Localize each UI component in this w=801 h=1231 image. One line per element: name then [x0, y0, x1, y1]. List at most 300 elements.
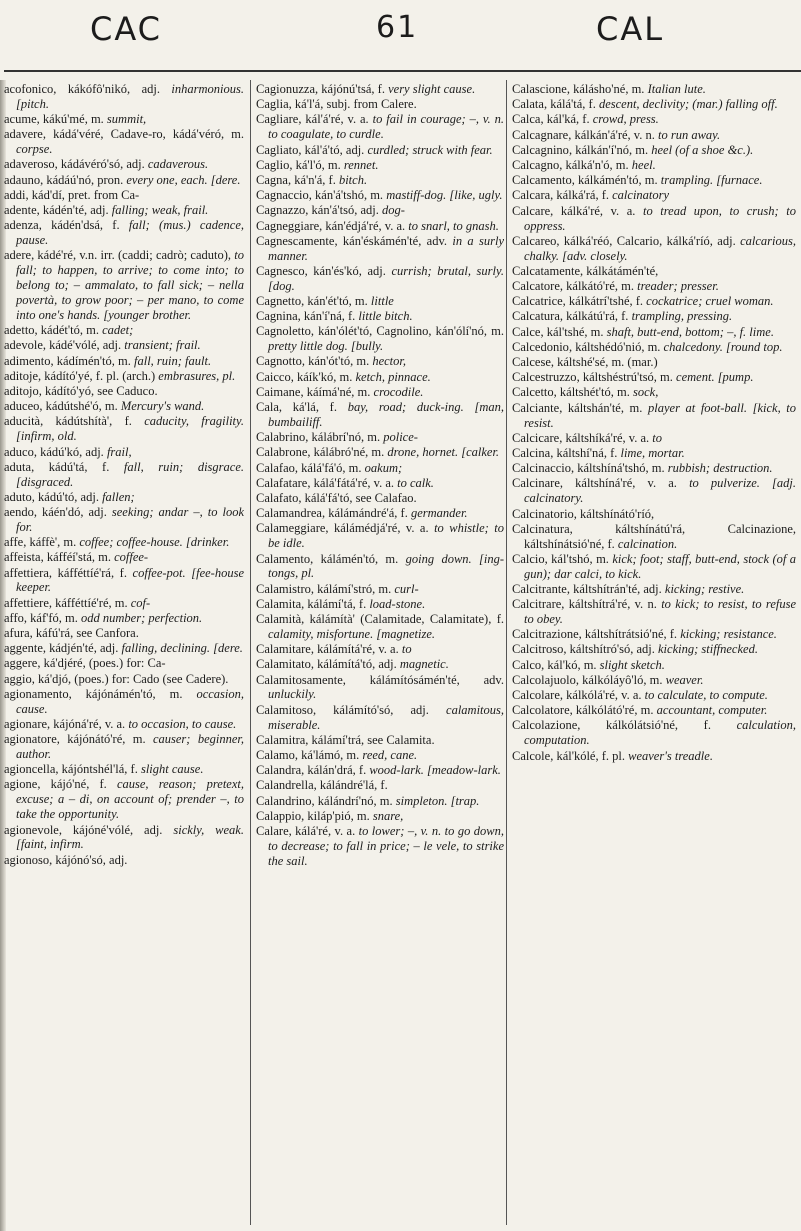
entry-headword: Cagnoletto [256, 324, 311, 339]
entry-pronunciation: , kájóné'vólé, adj. [58, 822, 174, 837]
dictionary-entry [256, 461, 504, 476]
entry-pronunciation: , kádén'dsá, f. [38, 218, 129, 233]
entry-definition: shaft, butt-end, bottom; –, f. lime. [606, 324, 774, 339]
guide-word-right: CAL [596, 10, 665, 48]
entry-pronunciation: , kálkán'í'nó, m. [568, 142, 652, 157]
entry-definition: Italian lute. [647, 82, 706, 96]
entry-pronunciation: , ká'lámó, m. [294, 747, 363, 762]
entry-headword: Calata [512, 97, 544, 112]
entry-headword: Calcatrice [512, 294, 563, 309]
entry-definition: cof- [130, 595, 151, 610]
entry-headword: Calamitra [256, 732, 306, 747]
entry-pronunciation: , kádé'vólé, adj. [42, 338, 125, 353]
entry-headword: aducità [4, 414, 41, 429]
dictionary-entry [4, 566, 244, 596]
entry-pronunciation: , kálá'fá'ó, m. [294, 460, 365, 475]
entry-definition: fallen; [102, 489, 135, 504]
entry-headword: Calcetto [512, 385, 554, 400]
dictionary-entry [512, 355, 796, 370]
entry-definition: falling, declining. [dere. [121, 641, 243, 656]
entry-definition: to run away. [658, 127, 721, 142]
entry-headword: acofonico [4, 82, 54, 96]
dictionary-entry [512, 627, 796, 642]
entry-headword: Cagnina [256, 309, 298, 324]
dictionary-entry [256, 143, 504, 158]
entry-definition: summit, [106, 112, 147, 127]
entry-headword: Calafato [256, 491, 299, 505]
dictionary-entry [4, 203, 244, 218]
entry-pronunciation: , kálá'fá'tó, see Calafao. [298, 491, 417, 505]
entry-pronunciation: , kán'á'tshó, m. [308, 188, 387, 203]
entry-headword: adetto [4, 323, 35, 338]
entry-pronunciation: , kájóntshél'lá, f. [55, 762, 141, 777]
entry-pronunciation: , káltshé'sé, m. (mar.) [550, 355, 658, 370]
entry-pronunciation: , káfféttíé'rá, f. [48, 565, 133, 580]
entry-pronunciation: , kálká'ré, v. a. [550, 203, 643, 218]
entry-definition: rubbish; destruction. [667, 461, 773, 476]
entry-pronunciation: , káltshíká'ré, v. a. [559, 430, 653, 445]
entry-pronunciation: , kálámító'só, adj. [312, 702, 447, 717]
entry-definition: kicking; resistance. [680, 627, 777, 642]
dictionary-entry [256, 354, 504, 369]
entry-definition: fall, ruin; fault. [134, 353, 212, 368]
dictionary-entry [512, 385, 796, 400]
entry-headword: Calcolatore [512, 703, 570, 718]
entry-pronunciation: , kád'dí, pret. from Ca- [25, 187, 140, 202]
dictionary-entry [4, 399, 244, 414]
entry-definition: fall; (mus.) cadence, pause. [16, 218, 244, 248]
dictionary-entry [256, 294, 504, 309]
entry-definition: weaver's treadle. [628, 748, 713, 763]
entry-pronunciation: , kálámándré'á, f. [321, 506, 411, 521]
entry-headword: aditojo [4, 383, 39, 398]
dictionary-entry [256, 642, 504, 657]
entry-definition: cadaverous. [147, 157, 209, 172]
dictionary-entry [512, 401, 796, 431]
entry-definition: load-stone. [369, 596, 426, 611]
entry-definition: oakum; [364, 460, 403, 475]
entry-definition: slight cause. [140, 762, 204, 777]
entry-headword: Calca [512, 112, 541, 127]
dictionary-entry [256, 809, 504, 824]
entry-pronunciation: , káffè', m. [23, 535, 80, 550]
dictionary-entry [512, 688, 796, 703]
entry-headword: aduta [4, 459, 32, 474]
entry-definition: hector, [372, 354, 407, 369]
dictionary-entry [4, 369, 244, 384]
entry-headword: Caglia [256, 97, 289, 112]
entry-pronunciation: , kákú'mé, m. [36, 112, 107, 127]
entry-pronunciation: , káf'fó, m. [23, 610, 82, 625]
entry-definition: cause, reason; pretext, excuse; a – di, on account of; prender –, to take the opportunity. [16, 777, 244, 822]
dictionary-entry [256, 158, 504, 173]
entry-pronunciation: , kálán'drá, f. [301, 763, 370, 778]
entry-pronunciation: , kálá'ré, v. a. [288, 823, 359, 838]
entry-headword: Calameggiare [256, 521, 326, 536]
entry-definition: to pulverize. [adj. calcinatory. [524, 476, 796, 506]
entry-headword: Caicco [256, 369, 291, 384]
entry-definition: coffee- [114, 550, 149, 565]
entry-pronunciation: , káltshítrátsió'né, f. [578, 627, 681, 642]
entry-headword: Calciante [512, 400, 560, 415]
entry-headword: Calcinare [512, 476, 560, 491]
dictionary-entry [4, 157, 244, 172]
entry-headword: Calandra [256, 763, 302, 778]
dictionary-entry [4, 611, 244, 626]
entry-headword: addi [4, 187, 26, 202]
entry-headword: Calamitoso [256, 702, 313, 717]
entry-definition: descent, declivity; (mar.) falling off. [598, 97, 778, 112]
entry-pronunciation: , kálásho'né, m. [566, 82, 648, 96]
dictionary-entry [512, 143, 796, 158]
entry-definition: calculation, computation. [524, 718, 796, 748]
dictionary-entry [256, 324, 504, 354]
entry-pronunciation: , kálká'rá, f. [550, 188, 613, 203]
entry-headword: Cagliare [256, 112, 299, 127]
entry-pronunciation: , kájónú'tsá, f. [315, 82, 389, 96]
entry-headword: aduceo [4, 399, 40, 414]
entry-pronunciation: , kán'í'ná, f. [297, 309, 359, 324]
dictionary-entry [256, 778, 504, 793]
entry-definition: kicking; restive. [664, 581, 745, 596]
entry-pronunciation: , kán'á'tsó, adj. [305, 203, 382, 218]
dictionary-entry [256, 794, 504, 809]
entry-pronunciation: , káltshínátú'rá, Calcinazione, káltshínátsió'né, f. [524, 521, 796, 551]
dictionary-entry [512, 204, 796, 234]
entry-headword: Calcolare [512, 688, 560, 703]
dictionary-entry [256, 476, 504, 491]
column-divider [506, 80, 507, 1225]
dictionary-entry [4, 762, 244, 777]
entry-definition: unluckily. [268, 687, 317, 702]
dictionary-entry [4, 505, 244, 535]
entry-pronunciation: , káfféí'stá, m. [40, 550, 115, 565]
entry-pronunciation: , kákófô'nikó, adj. [53, 82, 160, 96]
entry-headword: Calamitosamente [256, 672, 343, 687]
entry-headword: Cagnaccio [256, 188, 309, 203]
entry-definition: to occasion, to cause. [128, 716, 237, 731]
entry-pronunciation: , kálá'tá, f. [543, 97, 599, 112]
entry-pronunciation: , ká'l'á, subj. from Calere. [288, 97, 417, 112]
entry-headword: Calcolazione [512, 718, 578, 733]
entry-headword: Cagnazzo [256, 203, 306, 218]
entry-definition: bitch. [338, 172, 368, 187]
dictionary-entry [4, 354, 244, 369]
entry-headword: Calcicare [512, 430, 560, 445]
entry-definition: sickly, weak. [faint, infirm. [16, 822, 244, 852]
entry-definition: curl- [394, 581, 419, 596]
entry-definition: calcination. [617, 536, 678, 551]
entry-definition: little bitch. [358, 309, 413, 324]
entry-pronunciation: , ká'lá, f. [278, 400, 348, 415]
entry-headword: Cagneggiare [256, 218, 320, 233]
dictionary-entry [256, 491, 504, 506]
entry-pronunciation: , kálámí'tá, f. [301, 596, 370, 611]
entry-pronunciation: , kán'ólét'tó, Cagnolino, kán'ólí'nó, m. [310, 324, 504, 339]
entry-pronunciation: , kiláp'pió, m. [301, 808, 373, 823]
entry-headword: adere [4, 248, 32, 263]
entry-headword: agionoso [4, 852, 50, 867]
entry-definition: seeking; andar –, to look for. [16, 505, 244, 534]
dictionary-entry [512, 522, 796, 552]
entry-definition: Mercury's wand. [120, 399, 205, 414]
entry-definition: coffee; coffee-house. [drinker. [79, 535, 230, 550]
dictionary-entry [4, 338, 244, 353]
entry-pronunciation: , kán'éskámén'té, adv. [334, 233, 453, 248]
entry-headword: Calcagnare [512, 127, 569, 142]
entry-pronunciation: , káltshítrán'té, adj. [566, 581, 665, 596]
dictionary-column-2 [256, 82, 504, 1225]
entry-headword: Caglio [256, 157, 290, 172]
entry-pronunciation: , kálándré'lá, f. [313, 778, 388, 793]
entry-headword: Calafao [256, 460, 295, 475]
entry-pronunciation: , kán'édjá'ré, v. a. [319, 218, 409, 233]
entry-definition: calamitous, miserable. [268, 702, 504, 732]
entry-definition: to kick; to resist, to refuse to obey. [524, 597, 796, 627]
entry-headword: Calabrone [256, 445, 308, 460]
entry-definition: currish; brutal, surly. [dog. [268, 263, 504, 293]
entry-pronunciation: , káltshédó'nió, m. [568, 339, 664, 354]
entry-headword: Calcamento [512, 173, 572, 188]
dictionary-entry [256, 203, 504, 218]
entry-definition: kick; foot; staff, butt-end, stock (of a gun); dar calci, to kick. [524, 551, 796, 581]
entry-headword: agione [4, 777, 38, 792]
entry-pronunciation: , kál'tshé, m. [540, 324, 607, 339]
entry-definition: to lower; –, v. n. to go down, to decrease; to fall in price; – le vele, to strike the sail. [268, 823, 504, 868]
entry-pronunciation: , kálkán'á'ré, v. n. [568, 127, 658, 142]
entry-definition: inharmonious. [pitch. [16, 82, 244, 111]
entry-headword: Calandrino [256, 793, 312, 808]
entry-pronunciation: , kádén'té, adj. [36, 203, 112, 218]
dictionary-entry [4, 323, 244, 338]
entry-headword: acume [4, 112, 37, 127]
entry-definition: causer; beginner, author. [16, 732, 244, 762]
entry-headword: affo [4, 610, 24, 625]
dictionary-entry [4, 550, 244, 565]
dictionary-entry [256, 506, 504, 521]
guide-word-left: CAC [90, 10, 163, 48]
dictionary-entry [256, 824, 504, 869]
entry-definition: caducity, fragility. [infirm, old. [16, 414, 244, 444]
entry-definition: in a surly manner. [268, 233, 504, 263]
dictionary-entry [512, 309, 796, 324]
dictionary-entry [256, 112, 504, 142]
entry-pronunciation: , kálkólá'ré, v. a. [559, 688, 645, 703]
entry-headword: Calamo [256, 747, 295, 762]
entry-definition: falling; weak, frail. [111, 203, 209, 218]
entry-headword: adauno [4, 172, 41, 187]
entry-headword: Cala [256, 400, 279, 415]
entry-headword: Calabrino [256, 430, 306, 445]
dictionary-entry [512, 703, 796, 718]
dictionary-entry [256, 657, 504, 672]
entry-headword: Calcinatura [512, 521, 570, 536]
entry-definition: sock, [632, 385, 659, 400]
entry-definition: heel (of a shoe &c.). [651, 142, 754, 157]
dictionary-entry [4, 218, 244, 248]
entry-pronunciation: , kájóná'ré, v. a. [47, 716, 129, 731]
entry-pronunciation: , ká'djéré, (poes.) for: Ca- [37, 656, 166, 671]
dictionary-entry [512, 507, 796, 522]
entry-pronunciation: , kán'ót'tó, m. [301, 354, 373, 369]
dictionary-entry [512, 340, 796, 355]
entry-headword: aggente [4, 641, 43, 656]
dictionary-entry [4, 732, 244, 762]
entry-pronunciation: , kálká'n'ó, m. [559, 158, 632, 173]
entry-headword: Calcese [512, 355, 551, 370]
entry-pronunciation: , kálkátú'rá, f. [559, 309, 632, 324]
entry-headword: Cagionuzza [256, 82, 316, 96]
dictionary-entry [256, 234, 504, 264]
entry-headword: Calamitare [256, 642, 311, 657]
dictionary-entry [512, 673, 796, 688]
dictionary-entry [256, 219, 504, 234]
entry-definition: curdled; struck with fear. [367, 142, 493, 157]
entry-pronunciation: , kálámítósámén'té, adv. [342, 672, 504, 687]
header-rule [4, 70, 801, 72]
entry-pronunciation: , káfú'rá, see Canfora. [29, 626, 139, 641]
dictionary-entry [256, 703, 504, 733]
entry-headword: agioncella [4, 762, 56, 777]
dictionary-entry [512, 264, 796, 279]
dictionary-entry [512, 279, 796, 294]
entry-headword: Calcitroso [512, 642, 564, 657]
entry-headword: Calamento [256, 551, 311, 566]
dictionary-entry [512, 370, 796, 385]
entry-pronunciation: , kálámítà' (Calamitade, Calamitate), f. [301, 612, 504, 627]
entry-definition: cockatrice; cruel woman. [646, 294, 774, 309]
dictionary-entry [256, 582, 504, 597]
entry-pronunciation: , kán'és'kó, adj. [304, 263, 392, 278]
entry-headword: Calcedonio [512, 339, 569, 354]
entry-definition: crowd, press. [592, 112, 659, 127]
dictionary-entry [256, 97, 504, 112]
dictionary-entry [512, 158, 796, 173]
dictionary-entry [256, 430, 504, 445]
entry-headword: agionevole [4, 822, 59, 837]
entry-pronunciation: , kádímén'tó, m. [50, 353, 135, 368]
entry-pronunciation: , kálándrí'nó, m. [311, 793, 396, 808]
entry-pronunciation: , kálkátrí'tshé, f. [562, 294, 647, 309]
entry-definition: bay, road; duck-ing. [man, bumbailiff. [268, 400, 504, 429]
entry-headword: affeista [4, 550, 41, 565]
entry-headword: Calandrella [256, 778, 314, 793]
entry-definition: little [370, 293, 394, 308]
entry-definition: accountant, computer. [656, 703, 768, 718]
entry-definition: corpse. [16, 142, 53, 157]
entry-headword: Calcolajuolo [512, 672, 576, 687]
entry-definition: germander. [410, 506, 468, 521]
dictionary-entry [256, 612, 504, 642]
entry-definition: calcinatory [612, 188, 670, 203]
entry-pronunciation: , káltshéstrú'tsó, m. [576, 370, 677, 385]
entry-headword: affettiera [4, 565, 49, 580]
entry-pronunciation: , káltshét'tó, m. [553, 385, 633, 400]
entry-pronunciation: , kádú'tá, f. [31, 459, 124, 474]
dictionary-entry [512, 173, 796, 188]
entry-pronunciation: , kálkólátó'ré, m. [569, 703, 657, 718]
entry-headword: aendo [4, 505, 34, 520]
dictionary-column-3 [512, 82, 796, 1225]
dictionary-entry [512, 97, 796, 112]
dictionary-entry [4, 82, 244, 112]
entry-headword: Calcareo [512, 233, 557, 248]
entry-headword: Calcestruzzo [512, 370, 577, 385]
entry-definition: fall, ruin; disgrace. [disgraced. [16, 459, 244, 489]
dictionary-entry [4, 672, 244, 687]
entry-definition: to calk. [397, 475, 434, 490]
entry-pronunciation: , káltshítró'só, adj. [563, 642, 658, 657]
entry-definition: to tread upon, to crush; to oppress. [524, 203, 796, 233]
dictionary-entry [512, 658, 796, 673]
entry-headword: adimento [4, 353, 51, 368]
entry-pronunciation: , kálá'fátá'ré, v. a. [307, 475, 398, 490]
dictionary-entry [4, 823, 244, 853]
entry-headword: Calcole [512, 748, 551, 763]
entry-definition: to [652, 430, 663, 445]
dictionary-entry [4, 445, 244, 460]
entry-pronunciation: , káltshí'ná, f. [550, 445, 621, 460]
entry-pronunciation: , káltshítrá'ré, v. n. [561, 597, 662, 612]
entry-pronunciation: , kál'á'ré, v. a. [298, 112, 373, 127]
entry-definition: to whistle; to be idle. [268, 521, 504, 551]
dictionary-entry [512, 749, 796, 764]
dictionary-entry [4, 626, 244, 641]
dictionary-entry [256, 552, 504, 582]
entry-pronunciation: , kálámí'stró, m. [310, 581, 395, 596]
dictionary-entry [512, 234, 796, 264]
dictionary-entry [4, 173, 244, 188]
entry-pronunciation: , kálkólátsió'né, f. [577, 718, 737, 733]
dictionary-entry [256, 733, 504, 748]
entry-headword: Calamita [256, 596, 302, 611]
entry-pronunciation: , kálká'réó, Calcario, kálká'ríó, adj. [556, 233, 741, 248]
entry-definition: transient; frail. [124, 338, 201, 353]
entry-pronunciation: , kálámítá'ré, v. a. [310, 642, 402, 657]
entry-definition: frail, [106, 444, 132, 459]
dictionary-entry [256, 82, 504, 97]
entry-definition: to [401, 642, 412, 657]
entry-pronunciation: , kál'á'tó, adj. [298, 142, 368, 157]
entry-definition: ketch, pinnace. [355, 369, 431, 384]
entry-headword: Cagliato [256, 142, 299, 157]
dictionary-entry [512, 325, 796, 340]
entry-headword: Calamandrea [256, 506, 322, 521]
entry-pronunciation: , káltshán'té, m. [559, 400, 648, 415]
entry-headword: Calcitrare [512, 597, 562, 612]
entry-headword: Calcina [512, 445, 551, 460]
entry-headword: Calcara [512, 188, 551, 203]
entry-headword: Cagnescamente [256, 233, 335, 248]
entry-pronunciation: , kálábrí'nó, m. [305, 430, 384, 445]
dictionary-entry [4, 414, 244, 444]
entry-definition: reed, cane. [362, 747, 418, 762]
entry-definition: odd number; perfection. [81, 610, 203, 625]
dictionary-entry [512, 188, 796, 203]
dictionary-entry [256, 521, 504, 551]
dictionary-entry [4, 188, 244, 203]
dictionary-entry [512, 461, 796, 476]
entry-pronunciation: , kál'ká, f. [540, 112, 593, 127]
entry-pronunciation: , kájónó'só, adj. [49, 852, 128, 867]
entry-headword: adavere [4, 127, 43, 142]
entry-definition: embrasures, pl. [158, 368, 236, 383]
entry-pronunciation: , kájónámén'tó, m. [68, 686, 197, 701]
entry-headword: Calcatura [512, 309, 560, 324]
entry-pronunciation: , kádú'tó, adj. [31, 489, 103, 504]
entry-pronunciation: , ká'djó, (poes.) for: Cado (see Cadere). [31, 671, 229, 686]
dictionary-entry [512, 642, 796, 657]
